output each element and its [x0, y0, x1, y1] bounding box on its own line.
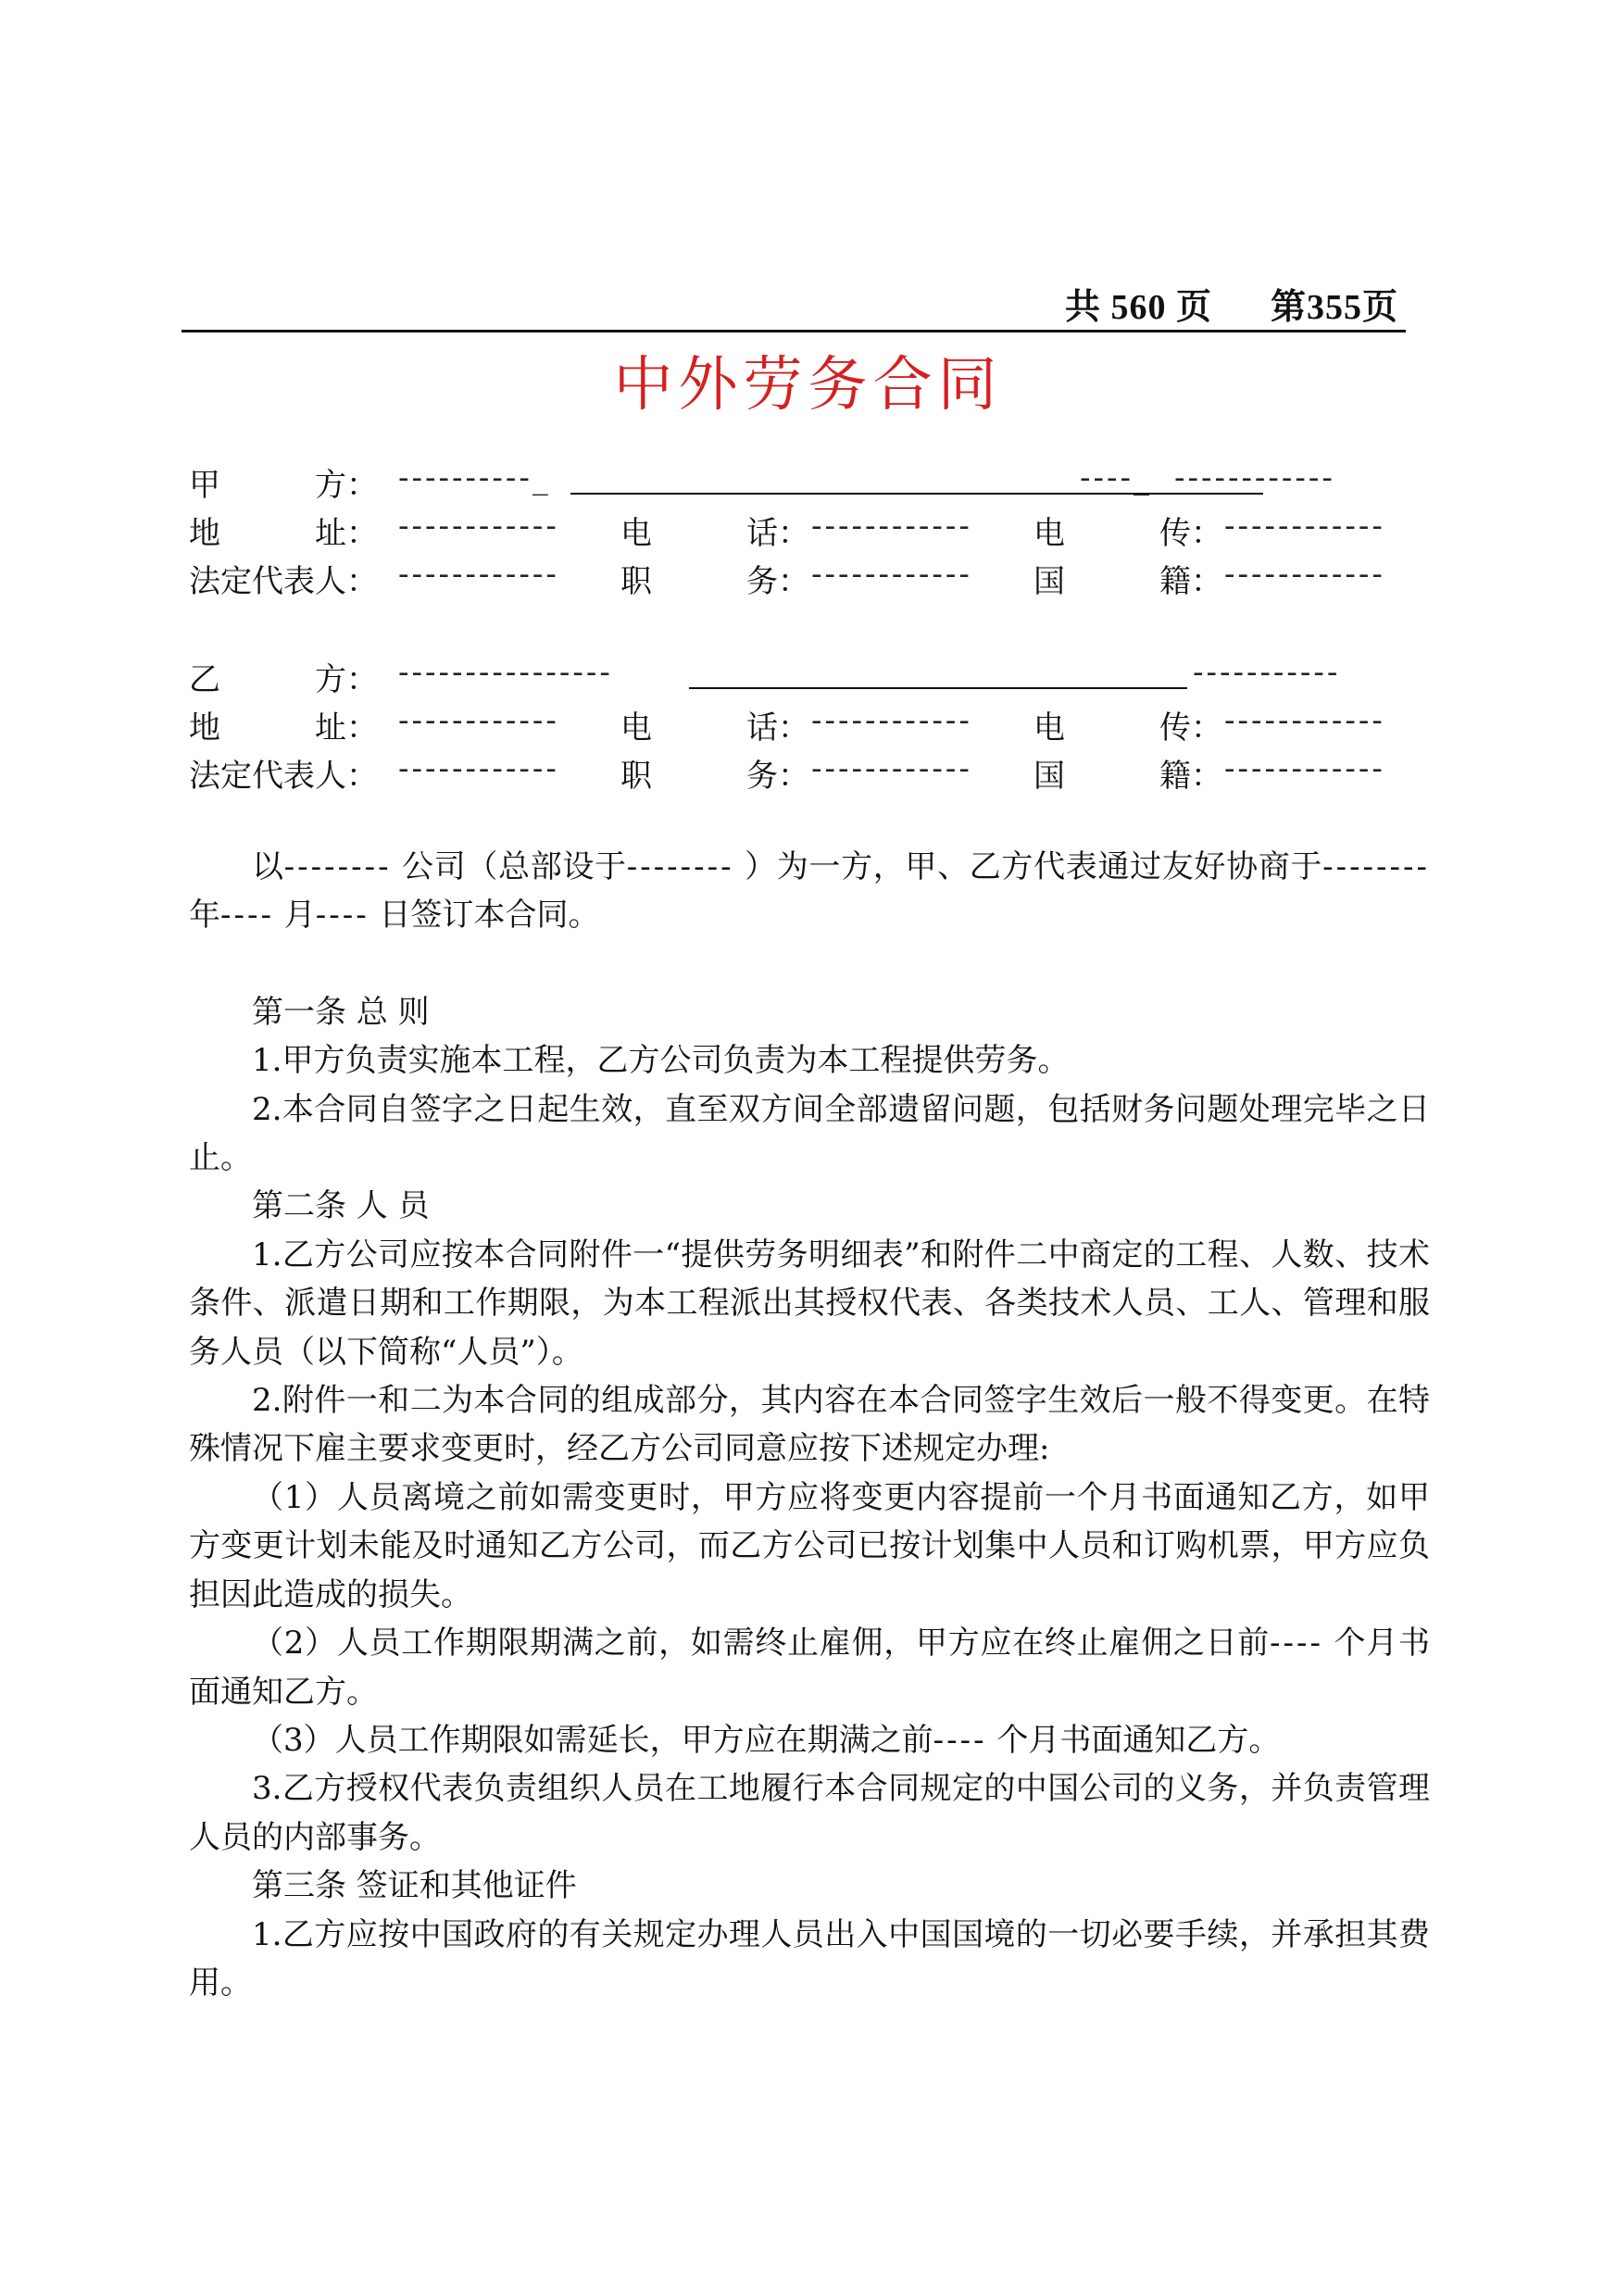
document-title: 中外劳务合同 — [613, 351, 1003, 420]
party-b-blank-2[interactable]: ----------- — [1193, 654, 1341, 691]
party-a-blank-2[interactable]: ----_ — [1080, 459, 1152, 496]
party-a-name-line[interactable] — [570, 493, 1263, 495]
article-1-clause-1: 1.甲方负责实施本工程，乙方公司负责为本工程提供劳务。 — [252, 1042, 1070, 1080]
party-a-rep-row — [189, 556, 1430, 604]
party-b-name-line[interactable] — [689, 687, 1187, 689]
party-b-position-label: 职 务： — [620, 758, 809, 795]
party-a-address-label: 地 址： — [189, 515, 378, 552]
contract-body — [189, 843, 1430, 2007]
article-3-title: 第三条 签证和其他证件 — [252, 1867, 577, 1905]
company-blank[interactable]: -------- — [283, 848, 392, 885]
party-b-rep-field[interactable]: ------------ — [398, 750, 559, 787]
extension-months-blank[interactable]: ---- — [933, 1721, 987, 1759]
article-2-item-3-text-2: 个月书面通知乙方。 — [986, 1721, 1281, 1759]
party-b-nationality-field[interactable]: ------------ — [1224, 750, 1385, 787]
page-header — [182, 278, 1406, 332]
page-counter — [1065, 278, 1398, 329]
intro-text-6: 日签订本合同。 — [369, 897, 600, 935]
party-a-name-row — [189, 459, 1430, 508]
intro-text-4: 年 — [189, 897, 220, 935]
party-a-nationality-field[interactable]: ------------ — [1224, 556, 1385, 593]
intro-text-3: ）为一方，甲、乙方代表通过友好协商于 — [733, 848, 1323, 885]
article-2-clause-2: 2.附件一和二为本合同的组成部分，其内容在本合同签字生效后一般不得变更。在特殊情况下雇主要求变更时，经乙方公司同意应按下述规定办理: — [189, 1382, 1430, 1468]
party-b-address-label: 地 址： — [189, 709, 378, 747]
party-b-address-field[interactable]: ------------ — [398, 702, 559, 739]
party-a-position-label: 职 务： — [620, 563, 809, 600]
article-2-item-2 — [189, 1619, 1430, 1716]
party-a-position-field[interactable]: ------------ — [811, 556, 972, 593]
party-b-address-row — [189, 702, 1430, 750]
article-1-title: 第一条 总 则 — [252, 993, 430, 1031]
article-1-clause-2: 2.本合同自签字之日起生效，直至双方间全部遗留问题，包括财务问题处理完毕之日止。 — [189, 1090, 1430, 1177]
party-b-fax-label: 电 传： — [1033, 709, 1222, 747]
article-2-item-1: （1）人员离境之前如需变更时，甲方应将变更内容提前一个月书面通知乙方，如甲方变更计划未能及时通知乙方公司，而乙方公司已按计划集中人员和订购机票，甲方应负担因此造成的损失。 — [189, 1478, 1430, 1613]
party-a-address-row — [189, 508, 1430, 556]
intro-text-2: 公司（总部设于 — [391, 848, 627, 885]
current-page: 第355页 — [1270, 288, 1398, 327]
article-2-item-3-text-1: （3）人员工作期限如需延长，甲方应在期满之前 — [252, 1721, 933, 1759]
party-b-label: 乙 方： — [189, 661, 378, 698]
party-b-phone-label: 电 话： — [620, 709, 809, 747]
party-b-rep-row — [189, 750, 1430, 798]
party-a-nationality-label: 国 籍： — [1033, 563, 1222, 600]
party-b-blank-1[interactable]: ---------------- — [398, 654, 613, 691]
party-b-phone-field[interactable]: ------------ — [811, 702, 972, 739]
party-a-blank-3[interactable]: ------------ — [1174, 459, 1335, 496]
party-a-phone-label: 电 话： — [620, 515, 809, 552]
intro-text-5: 月 — [273, 897, 316, 935]
month-blank[interactable]: ---- — [220, 897, 274, 935]
article-2-item-2-text-1: （2）人员工作期限期满之前，如需终止雇佣，甲方应在终止雇佣之日前 — [252, 1625, 1271, 1662]
party-a-fax-label: 电 传： — [1033, 515, 1222, 552]
party-b-name-row — [189, 654, 1430, 702]
party-a-fax-field[interactable]: ------------ — [1224, 508, 1385, 545]
article-2-item-3 — [189, 1716, 1430, 1764]
party-b-rep-label: 法定代表人： — [189, 758, 378, 795]
party-a-block — [189, 459, 1430, 604]
termination-months-blank[interactable]: ---- — [1270, 1625, 1323, 1662]
party-b-position-field[interactable]: ------------ — [811, 750, 972, 787]
article-2-clause-3: 3.乙方授权代表负责组织人员在工地履行本合同规定的中国公司的义务，并负责管理人员的内部事务。 — [189, 1770, 1430, 1856]
article-2-item-2-text-2: 个月书面通知乙方。 — [189, 1625, 1430, 1711]
party-b-nationality-label: 国 籍： — [1033, 758, 1222, 795]
spacer — [189, 940, 1430, 988]
article-2-title: 第二条 人 员 — [252, 1187, 430, 1225]
intro-text-1: 以 — [252, 848, 284, 885]
party-a-phone-field[interactable]: ------------ — [811, 508, 972, 545]
party-a-rep-field[interactable]: ------------ — [398, 556, 559, 593]
party-a-label: 甲 方： — [189, 467, 378, 504]
party-b-fax-field[interactable]: ------------ — [1224, 702, 1385, 739]
header-divider — [182, 330, 1406, 332]
year-blank[interactable]: -------- — [1322, 848, 1430, 885]
total-pages: 共 560 页 — [1064, 288, 1212, 327]
article-3-clause-1: 1.乙方应按中国政府的有关规定办理人员出入中国国境的一切必要手续，并承担其费用。 — [189, 1915, 1430, 2001]
article-2-clause-1: 1.乙方公司应按本合同附件一“提供劳务明细表”和附件二中商定的工程、人数、技术条件、派遣日期和工作期限，为本工程派出其授权代表、各类技术人员、工人、管理和服务人员（以下简称“人员”）。 — [189, 1236, 1430, 1371]
headquarters-blank[interactable]: -------- — [626, 848, 734, 885]
intro-paragraph — [189, 843, 1430, 940]
party-a-address-field[interactable]: ------------ — [398, 508, 559, 545]
party-a-rep-label: 法定代表人： — [189, 563, 378, 600]
day-blank[interactable]: ---- — [315, 897, 370, 935]
party-b-block — [189, 654, 1430, 798]
party-a-blank-1[interactable]: ----------_ — [398, 459, 551, 496]
